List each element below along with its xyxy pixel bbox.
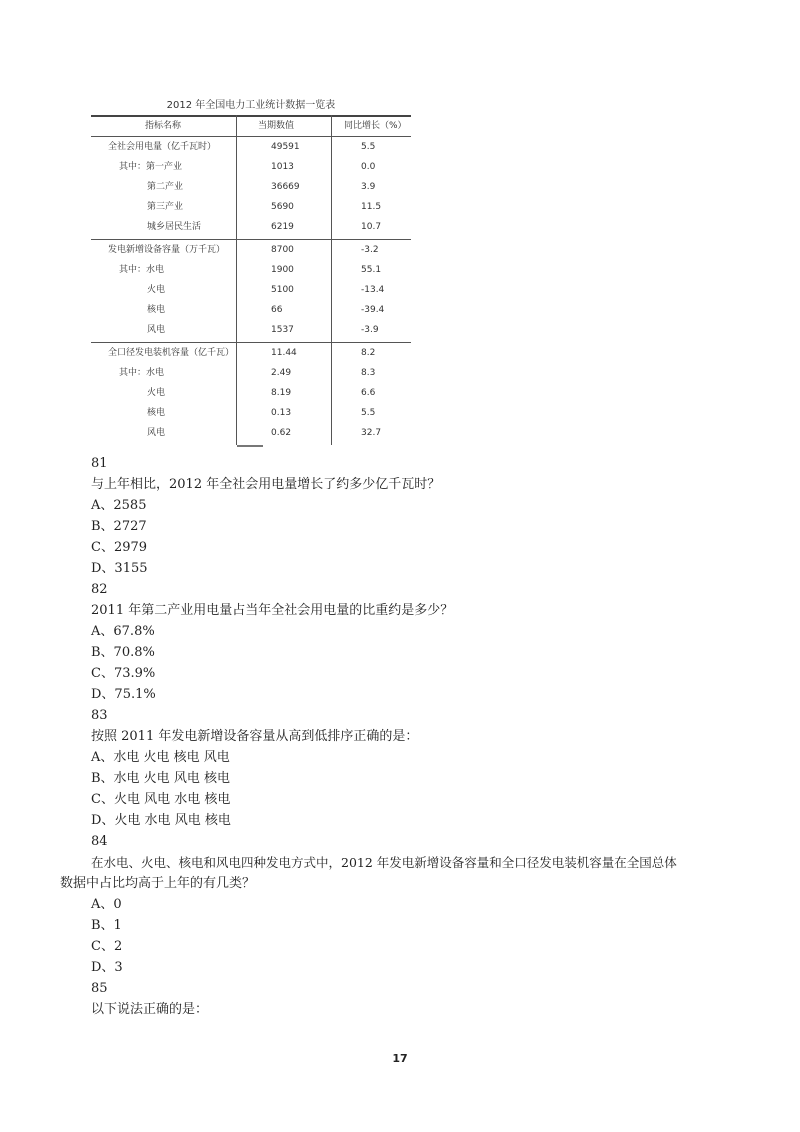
option-b: B、70.8% [91,645,155,660]
row-name: 核电 [147,408,166,418]
question-text: 与上年相比，2012 年全社会用电量增长了约多少亿千瓦时？ [91,477,441,492]
row-yoy: 3.9 [361,182,376,192]
option-d: D、3155 [91,561,148,576]
row-yoy: -13.4 [361,285,385,295]
header-indicator: 指标名称 [145,121,182,131]
option-c: C、2 [91,939,123,954]
option-b: B、2727 [91,519,147,534]
row-name: 第三产业 [147,202,184,212]
question-text: 按照 2011 年发电新增设备容量从高到低排序正确的是： [91,729,419,744]
row-yoy: 10.7 [361,222,382,232]
option-d: D、3 [91,960,123,975]
option-a: A、水电 火电 核电 风电 [91,750,230,765]
question-number: 84 [91,834,108,849]
row-name: 核电 [147,305,166,315]
option-c: C、73.9% [91,666,156,681]
question-text-line-2: 数据中占比均高于上年的有几类？ [60,876,256,891]
row-value: 0.13 [271,408,292,418]
row-name: 火电 [147,285,166,295]
row-value: 49591 [271,142,300,152]
header-value: 当期数值 [258,121,295,131]
row-name: 火电 [147,388,166,398]
question-number: 81 [91,456,108,471]
row-name: 全社会用电量（亿千瓦时） [108,142,217,152]
question-number: 83 [91,708,108,723]
header-rule [91,136,411,137]
group-rule-1 [91,239,411,240]
row-value: 1900 [271,265,294,275]
row-name: 发电新增设备容量（万千瓦） [108,245,226,255]
question-text: 2011 年第二产业用电量占当年全社会用电量的比重约是多少？ [91,603,454,618]
table-bottom-mark [237,445,263,447]
row-name: 风电 [147,325,166,335]
option-a: A、0 [91,897,122,912]
row-value: 0.62 [271,428,292,438]
row-name: 其中：水电 [119,368,165,378]
option-b: B、1 [91,918,122,933]
row-name: 其中：水电 [119,265,165,275]
row-yoy: 8.3 [361,368,376,378]
option-b: B、水电 火电 风电 核电 [91,771,230,786]
question-text: 以下说法正确的是： [91,1002,209,1017]
row-value: 2.49 [271,368,292,378]
row-value: 6219 [271,222,294,232]
row-name: 全口径发电装机容量（亿千瓦） [108,348,235,358]
row-yoy: 6.6 [361,388,376,398]
row-value: 5690 [271,202,294,212]
row-name: 风电 [147,428,166,438]
row-name: 其中：第一产业 [119,162,183,172]
table-title: 2012 年全国电力工业统计数据一览表 [166,100,336,111]
row-yoy: 8.2 [361,348,376,358]
row-value: 36669 [271,182,300,192]
row-name: 第二产业 [147,182,184,192]
question-number: 82 [91,582,108,597]
row-yoy: 32.7 [361,428,382,438]
row-value: 5100 [271,285,294,295]
row-yoy: 11.5 [361,202,382,212]
option-a: A、2585 [91,498,147,513]
table-top-rule [91,115,411,117]
group-rule-2 [91,342,411,343]
row-value: 8.19 [271,388,292,398]
row-value: 1013 [271,162,294,172]
row-value: 66 [271,305,283,315]
question-text-line-1: 在水电、火电、核电和风电四种发电方式中，2012 年发电新增设备容量和全口径发电装机容量在全国总体 [91,855,677,870]
row-name: 城乡居民生活 [147,222,202,232]
page-number: 17 [392,1052,408,1065]
row-yoy: -39.4 [361,305,385,315]
row-value: 11.44 [271,348,297,358]
row-yoy: -3.9 [361,325,379,335]
header-yoy: 同比增长（%） [344,121,407,131]
row-yoy: 5.5 [361,408,376,418]
option-d: D、75.1% [91,687,156,702]
row-value: 8700 [271,245,294,255]
option-d: D、火电 水电 风电 核电 [91,813,231,828]
row-yoy: -3.2 [361,245,379,255]
option-c: C、火电 风电 水电 核电 [91,792,231,807]
option-a: A、67.8% [91,624,155,639]
option-c: C、2979 [91,540,148,555]
row-yoy: 5.5 [361,142,376,152]
row-yoy: 0.0 [361,162,376,172]
row-yoy: 55.1 [361,265,382,275]
question-number: 85 [91,981,108,996]
row-value: 1537 [271,325,294,335]
